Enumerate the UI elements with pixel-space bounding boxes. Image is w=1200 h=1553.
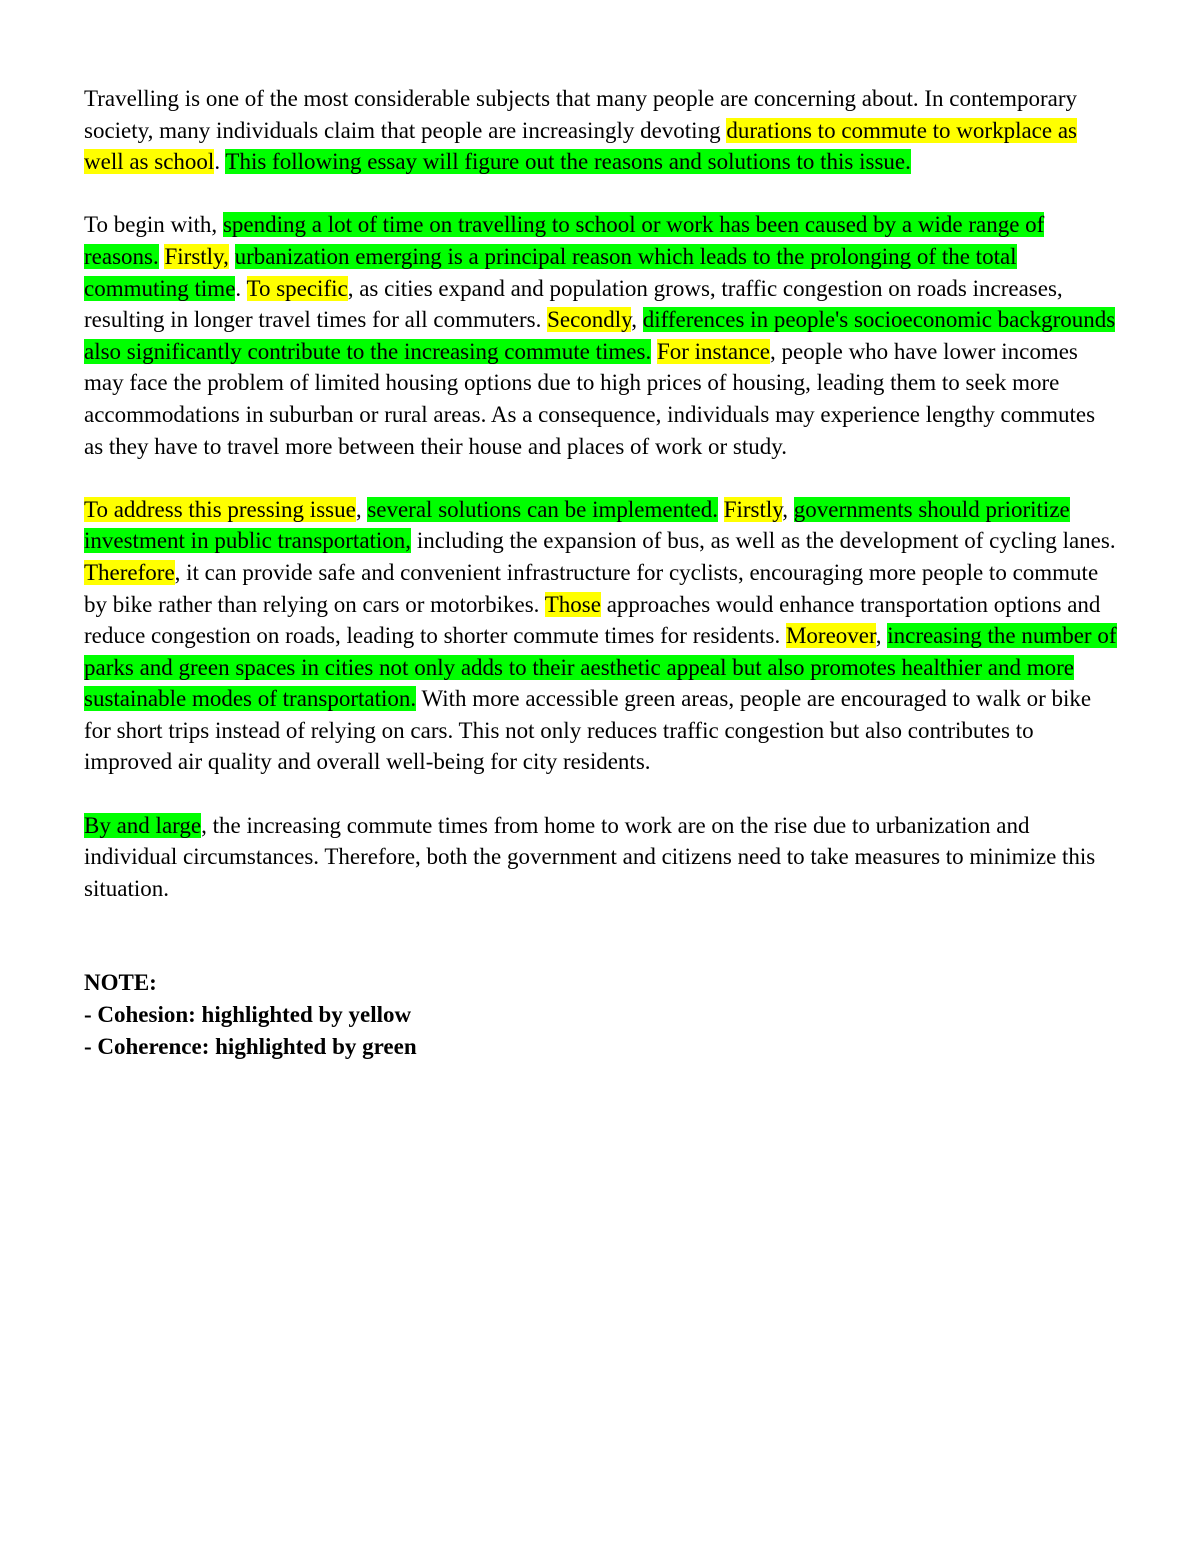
body-text-segment: , it can provide safe and convenient infrastructure for cyclists, encouraging more people to commute by bike rather than relying on cars or motorbikes. bbox=[84, 559, 1099, 617]
cohesion-highlight: Secondly bbox=[547, 307, 632, 333]
coherence-highlight: This following essay will figure out the reasons and solutions to this issue. bbox=[225, 149, 911, 175]
body-text-segment bbox=[229, 244, 235, 269]
body-text-segment: , bbox=[631, 307, 643, 333]
body-text-segment: approaches would enhance transportation options and reduce congestion on roads, leading to shorter commute times for residents. bbox=[84, 591, 1101, 649]
body-text-segment: . bbox=[235, 275, 247, 301]
essay-paragraph bbox=[84, 209, 1119, 462]
cohesion-highlight: Firstly, bbox=[164, 243, 229, 269]
note-cohesion: - Cohesion: highlighted by yellow bbox=[84, 1002, 412, 1028]
body-text-segment: , bbox=[782, 496, 794, 522]
body-text-segment: Travelling is one of the most considerable subjects that many people are concerning about. In contemporary society, many individuals claim that people are increasingly devoting bbox=[84, 86, 1077, 143]
body-text-segment: including the expansion of bus, as well as the development of cycling lanes. bbox=[411, 528, 1116, 554]
coherence-highlight: urbanization emerging is a principal reason which leads to the prolonging of the total commuting time bbox=[84, 243, 1017, 301]
essay-paragraph bbox=[84, 810, 1119, 905]
note-coherence: - Coherence: highlighted by green bbox=[84, 1033, 417, 1059]
body-text-segment: With more accessible green areas, people are encouraged to walk or bike for short trips instead of relying on cars. This not only reduces traffic congestion but also contributes to improved air quality and overall well-being for city residents. bbox=[84, 686, 1092, 775]
coherence-highlight: spending a lot of time on travelling to school or work has been caused by a wide range of reasons. bbox=[84, 212, 1045, 269]
note-heading: NOTE: bbox=[84, 970, 157, 996]
note-block bbox=[84, 967, 1119, 1062]
essay-paragraph bbox=[84, 83, 1119, 178]
cohesion-highlight: Those bbox=[544, 591, 601, 617]
body-text-segment: To begin with, bbox=[84, 212, 223, 238]
essay-paragraph bbox=[84, 494, 1119, 778]
body-text-segment: , the increasing commute times from home to work are on the rise due to urbanization and individual circumstances. Therefore, both the government and citizens need to take measures to minimize this situation. bbox=[84, 812, 1096, 901]
cohesion-highlight: Therefore bbox=[84, 559, 175, 585]
cohesion-highlight: To specific bbox=[246, 275, 348, 301]
cohesion-highlight: Moreover bbox=[785, 623, 876, 649]
cohesion-highlight: To address this pressing issue bbox=[84, 496, 356, 522]
body-text-segment: . bbox=[214, 149, 226, 175]
coherence-highlight: increasing the number of parks and green spaces in cities not only adds to their aesthetic appeal but also promotes healthier and more sustainable modes of transportation. bbox=[84, 623, 1117, 712]
cohesion-highlight: For instance bbox=[656, 338, 771, 364]
cohesion-highlight: durations to commute to workplace as well as school bbox=[84, 117, 1077, 175]
document-page bbox=[84, 83, 1119, 1062]
coherence-highlight: By and large bbox=[84, 812, 202, 838]
body-text-segment: , as cities expand and population grows, traffic congestion on roads increases, resulting in longer travel times for all commuters. bbox=[84, 275, 1063, 333]
body-text-segment: , bbox=[355, 496, 368, 522]
essay-body bbox=[84, 83, 1119, 904]
cohesion-highlight: Firstly bbox=[723, 496, 783, 522]
coherence-highlight: several solutions can be implemented. bbox=[367, 496, 718, 522]
coherence-highlight: differences in people's socioeconomic backgrounds also significantly contribute to the increasing commute times. bbox=[84, 307, 1116, 364]
body-text-segment: , people who have lower incomes may face the problem of limited housing options due to high prices of housing, leading them to seek more accommodations in suburban or rural areas. As a consequence, individuals may experience lengthy commutes as they have to travel more between their house and places of work or study. bbox=[84, 338, 1096, 459]
body-text-segment bbox=[718, 497, 724, 522]
body-text-segment: , bbox=[875, 623, 888, 649]
coherence-highlight: governments should prioritize investment in public transportation, bbox=[84, 496, 1070, 554]
